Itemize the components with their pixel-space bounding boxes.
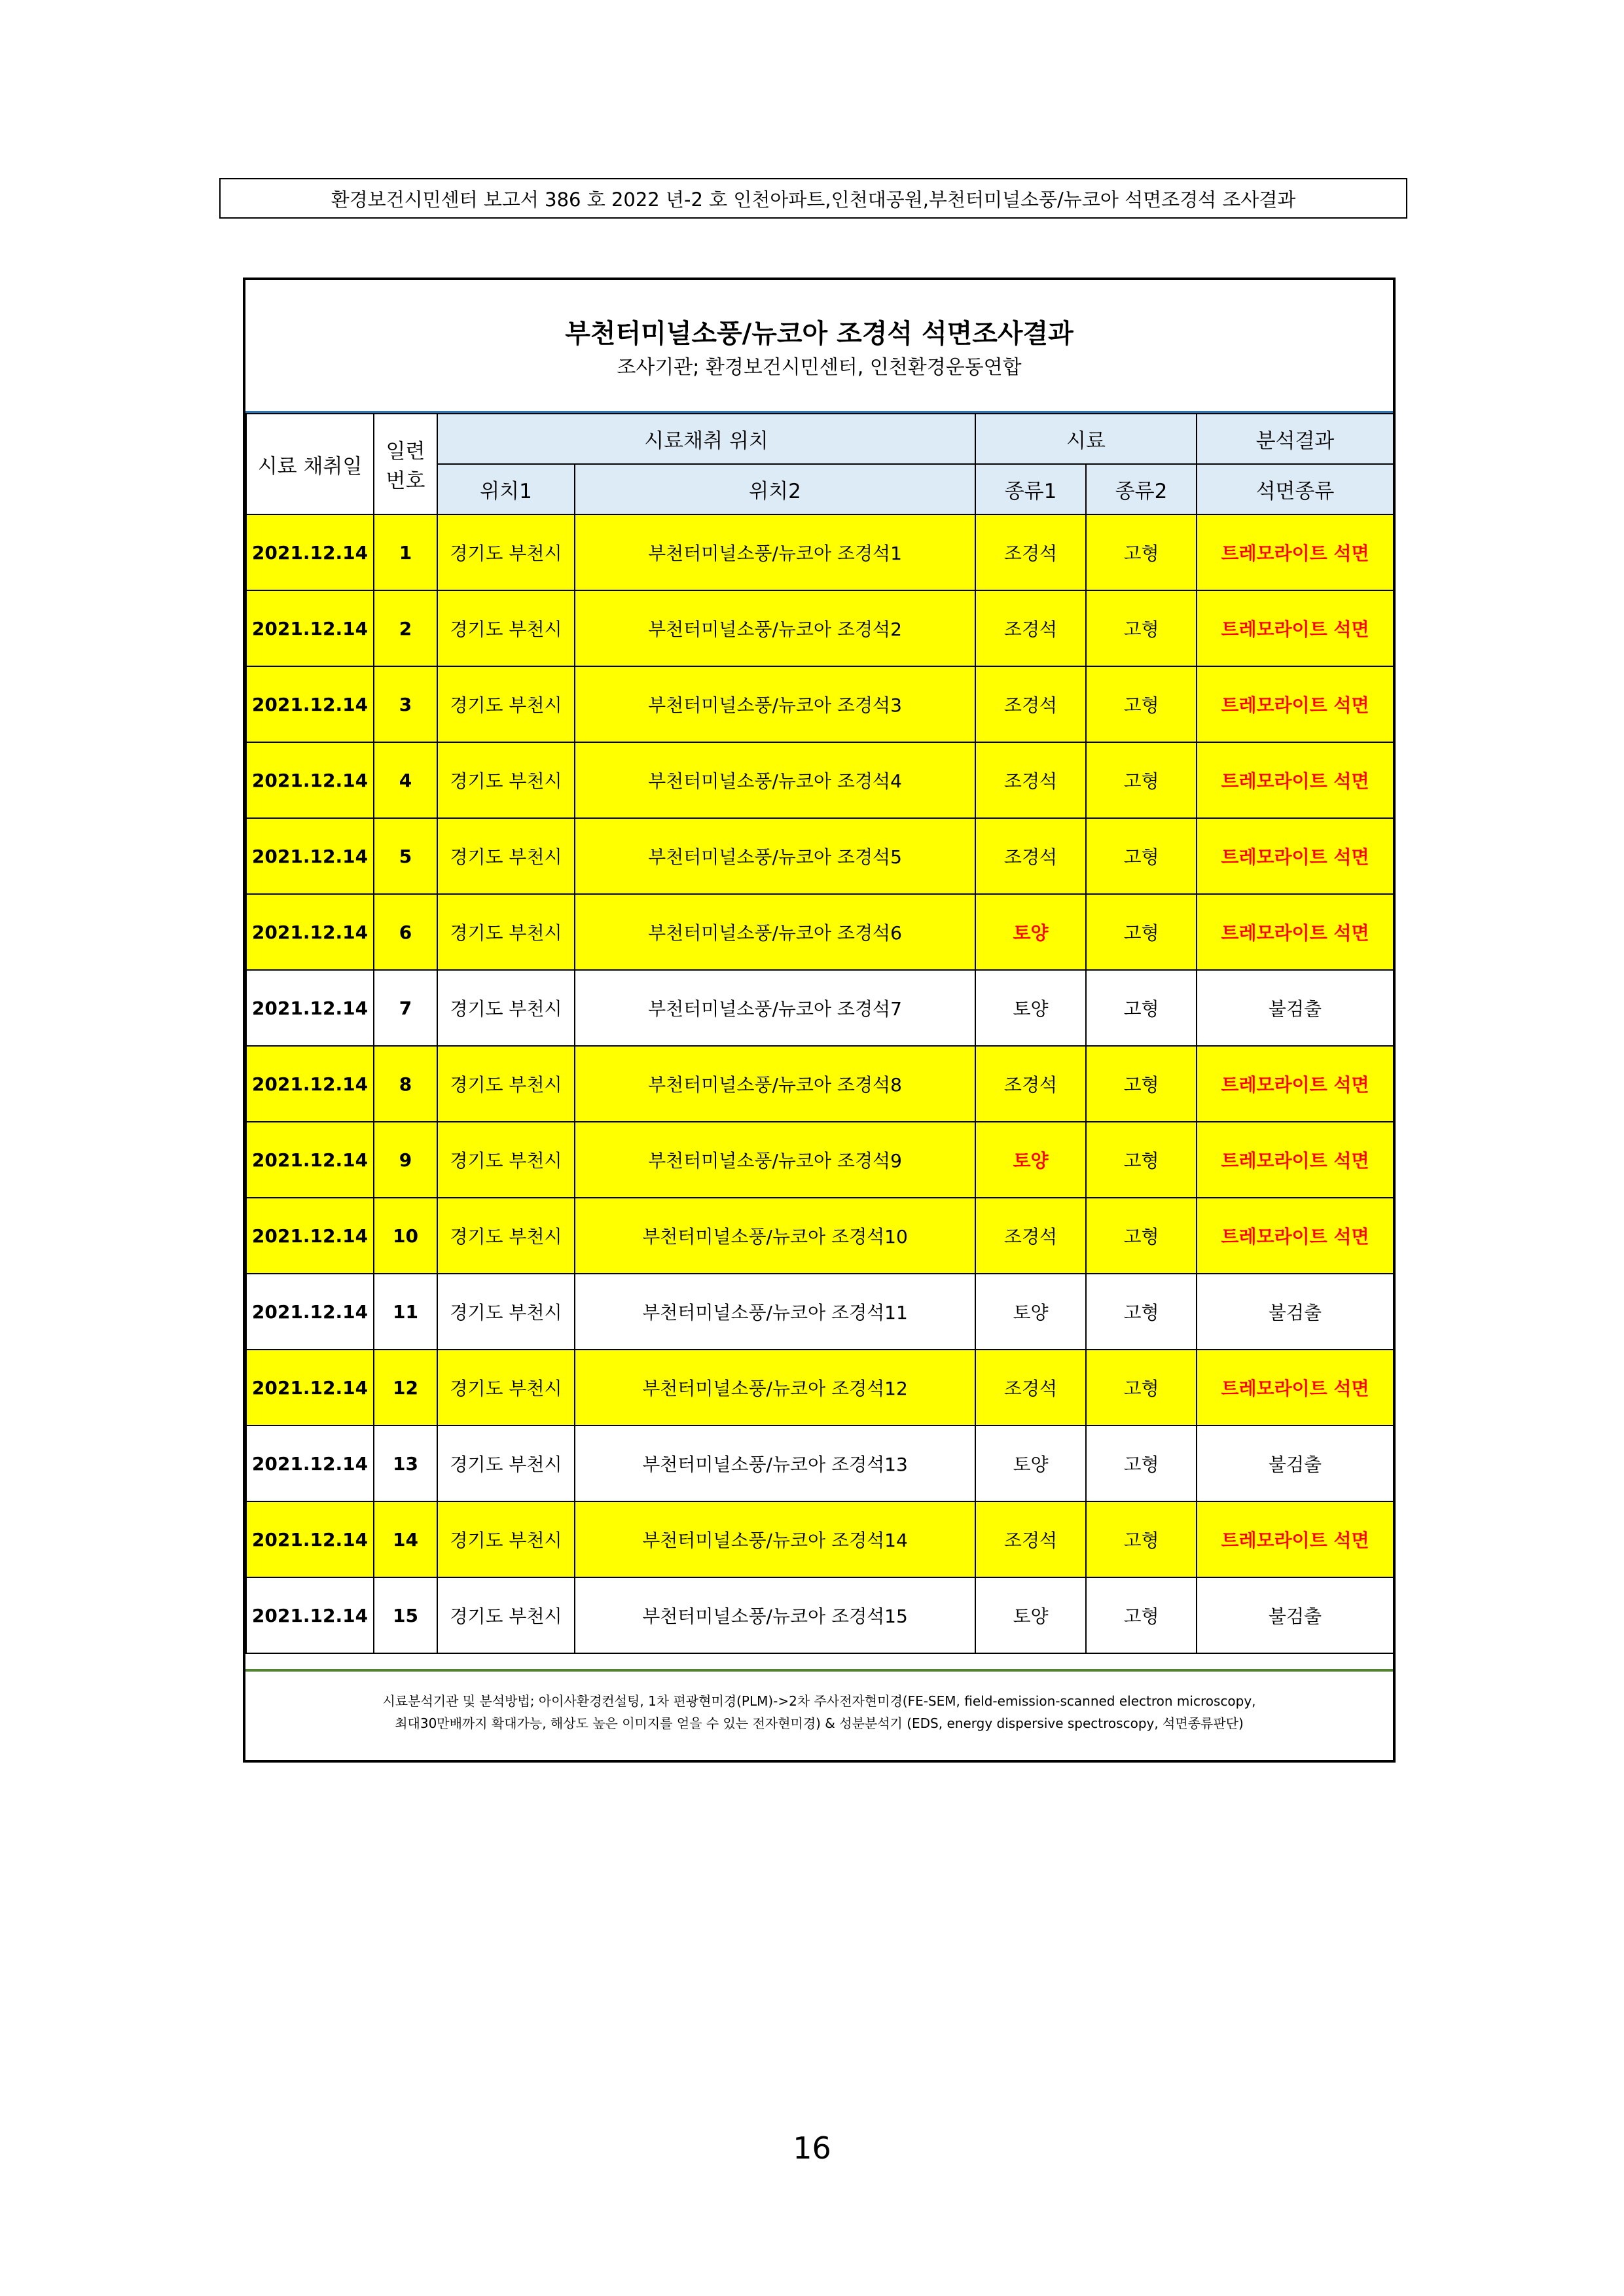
header-location2: 위치2 [575,464,975,514]
sample-type1-cell: 조경석 [975,1350,1086,1426]
header-serial-line2: 번호 [386,469,425,493]
serial-number-cell: 5 [374,818,437,894]
header-type1: 종류1 [975,464,1086,514]
sample-type1-cell: 조경석 [975,818,1086,894]
location1-cell: 경기도 부천시 [437,1198,575,1274]
location1-cell: 경기도 부천시 [437,1122,575,1198]
sample-date-cell: 2021.12.14 [246,1122,374,1198]
sample-type1-cell: 토양 [975,1577,1086,1653]
sample-date-cell: 2021.12.14 [246,514,374,590]
location1-cell: 경기도 부천시 [437,1501,575,1577]
location2-cell: 부천터미널소풍/뉴코아 조경석11 [575,1274,975,1350]
location2-cell: 부천터미널소풍/뉴코아 조경석10 [575,1198,975,1274]
sample-date-cell: 2021.12.14 [246,590,374,666]
location2-cell: 부천터미널소풍/뉴코아 조경석3 [575,666,975,742]
table-row [246,818,1394,894]
page-number: 16 [793,2130,831,2166]
sample-type1-cell: 조경석 [975,1198,1086,1274]
table-row [246,666,1394,742]
serial-number-cell: 4 [374,742,437,818]
location1-cell: 경기도 부천시 [437,1426,575,1501]
location1-cell: 경기도 부천시 [437,1350,575,1426]
location1-cell: 경기도 부천시 [437,818,575,894]
results-table [245,413,1394,1654]
asbestos-type-cell: 트레모라이트 석면 [1197,1046,1394,1122]
sample-type2-cell: 고형 [1086,1198,1197,1274]
location1-cell: 경기도 부천시 [437,1046,575,1122]
sample-type2-cell: 고형 [1086,1426,1197,1501]
table-row [246,1350,1394,1426]
sample-type2-cell: 고형 [1086,1350,1197,1426]
sample-type1-cell: 토양 [975,1274,1086,1350]
table-row [246,1122,1394,1198]
location1-cell: 경기도 부천시 [437,666,575,742]
header-location1: 위치1 [437,464,575,514]
report-subtitle: 조사기관; 환경보건시민센터, 인천환경운동연합 [617,356,1022,379]
header-serial [374,414,437,514]
location2-cell: 부천터미널소풍/뉴코아 조경석12 [575,1350,975,1426]
serial-number-cell: 6 [374,894,437,970]
table-row [246,1426,1394,1501]
table-row [246,1577,1394,1653]
sample-type2-cell: 고형 [1086,514,1197,590]
table-row [246,1501,1394,1577]
asbestos-type-cell: 트레모라이트 석면 [1197,742,1394,818]
serial-number-cell: 9 [374,1122,437,1198]
sample-date-cell: 2021.12.14 [246,1577,374,1653]
sample-type2-cell: 고형 [1086,590,1197,666]
serial-number-cell: 12 [374,1350,437,1426]
header-serial-line1: 일련 [386,440,425,463]
sample-type2-cell: 고형 [1086,1577,1197,1653]
header-type2: 종류2 [1086,464,1197,514]
sample-date-cell: 2021.12.14 [246,666,374,742]
sample-type1-cell: 토양 [975,970,1086,1046]
sample-type2-cell: 고형 [1086,1274,1197,1350]
asbestos-type-cell: 불검출 [1197,1426,1394,1501]
sample-type1-cell: 조경석 [975,1501,1086,1577]
serial-number-cell: 8 [374,1046,437,1122]
report-title: 부천터미널소풍/뉴코아 조경석 석면조사결과 [565,319,1074,349]
sample-type2-cell: 고형 [1086,1122,1197,1198]
table-row [246,970,1394,1046]
asbestos-type-cell: 트레모라이트 석면 [1197,1198,1394,1274]
asbestos-type-cell: 불검출 [1197,970,1394,1046]
analysis-footnote [245,1669,1393,1760]
sample-date-cell: 2021.12.14 [246,894,374,970]
sample-type1-cell: 조경석 [975,590,1086,666]
location1-cell: 경기도 부천시 [437,742,575,818]
sample-date-cell: 2021.12.14 [246,1350,374,1426]
sample-date-cell: 2021.12.14 [246,1274,374,1350]
location2-cell: 부천터미널소풍/뉴코아 조경석13 [575,1426,975,1501]
location2-cell: 부천터미널소풍/뉴코아 조경석8 [575,1046,975,1122]
asbestos-type-cell: 트레모라이트 석면 [1197,894,1394,970]
table-row [246,742,1394,818]
report-table-frame [243,278,1396,1763]
footnote-line1: 시료분석기관 및 분석방법; 아이사환경컨설팅, 1차 편광현미경(PLM)->2차 주사전자현미경(FE-SEM, field-emission-scanned electron microscopy, [382,1693,1256,1709]
table-row [246,1046,1394,1122]
serial-number-cell: 7 [374,970,437,1046]
sample-date-cell: 2021.12.14 [246,742,374,818]
sample-type1-cell: 토양 [975,1122,1086,1198]
sample-date-cell: 2021.12.14 [246,970,374,1046]
asbestos-type-cell: 불검출 [1197,1274,1394,1350]
report-title-area [245,280,1393,413]
header-sample-group: 시료 [975,414,1197,464]
table-row [246,514,1394,590]
sample-type2-cell: 고형 [1086,1501,1197,1577]
serial-number-cell: 14 [374,1501,437,1577]
serial-number-cell: 1 [374,514,437,590]
location1-cell: 경기도 부천시 [437,1577,575,1653]
footnote-line2: 최대30만배까지 확대가능, 해상도 높은 이미지를 얻을 수 있는 전자현미경) & 성분분석기 (EDS, energy dispersive spectroscopy, 석면종류판단) [395,1715,1244,1731]
asbestos-type-cell: 트레모라이트 석면 [1197,1501,1394,1577]
location2-cell: 부천터미널소풍/뉴코아 조경석2 [575,590,975,666]
sample-type2-cell: 고형 [1086,666,1197,742]
results-table-body [246,514,1394,1653]
asbestos-type-cell: 트레모라이트 석면 [1197,666,1394,742]
table-row [246,1274,1394,1350]
location2-cell: 부천터미널소풍/뉴코아 조경석15 [575,1577,975,1653]
sample-date-cell: 2021.12.14 [246,818,374,894]
header-date: 시료 채취일 [246,414,374,514]
sample-type2-cell: 고형 [1086,894,1197,970]
sample-type1-cell: 토양 [975,894,1086,970]
location2-cell: 부천터미널소풍/뉴코아 조경석9 [575,1122,975,1198]
sample-type1-cell: 조경석 [975,514,1086,590]
asbestos-type-cell: 트레모라이트 석면 [1197,590,1394,666]
header-asbestos-type: 석면종류 [1197,464,1394,514]
sample-type2-cell: 고형 [1086,1046,1197,1122]
sample-type1-cell: 조경석 [975,742,1086,818]
location1-cell: 경기도 부천시 [437,1274,575,1350]
header-result-group: 분석결과 [1197,414,1394,464]
sample-date-cell: 2021.12.14 [246,1046,374,1122]
sample-type1-cell: 조경석 [975,1046,1086,1122]
asbestos-type-cell: 트레모라이트 석면 [1197,1350,1394,1426]
location2-cell: 부천터미널소풍/뉴코아 조경석14 [575,1501,975,1577]
sample-date-cell: 2021.12.14 [246,1426,374,1501]
asbestos-type-cell: 불검출 [1197,1577,1394,1653]
asbestos-type-cell: 트레모라이트 석면 [1197,1122,1394,1198]
sample-type2-cell: 고형 [1086,818,1197,894]
serial-number-cell: 11 [374,1274,437,1350]
table-row [246,590,1394,666]
location2-cell: 부천터미널소풍/뉴코아 조경석5 [575,818,975,894]
location1-cell: 경기도 부천시 [437,590,575,666]
sample-type1-cell: 토양 [975,1426,1086,1501]
location1-cell: 경기도 부천시 [437,894,575,970]
serial-number-cell: 2 [374,590,437,666]
asbestos-type-cell: 트레모라이트 석면 [1197,514,1394,590]
header-row-top [246,414,1394,464]
sample-date-cell: 2021.12.14 [246,1501,374,1577]
serial-number-cell: 3 [374,666,437,742]
location2-cell: 부천터미널소풍/뉴코아 조경석7 [575,970,975,1046]
page-header: 환경보건시민센터 보고서 386 호 2022 년-2 호 인천아파트,인천대공원,부천터미널소풍/뉴코아 석면조경석 조사결과 [219,178,1407,219]
location2-cell: 부천터미널소풍/뉴코아 조경석1 [575,514,975,590]
location1-cell: 경기도 부천시 [437,514,575,590]
sample-type2-cell: 고형 [1086,742,1197,818]
sample-date-cell: 2021.12.14 [246,1198,374,1274]
asbestos-type-cell: 트레모라이트 석면 [1197,818,1394,894]
location2-cell: 부천터미널소풍/뉴코아 조경석6 [575,894,975,970]
header-location-group: 시료채취 위치 [437,414,975,464]
serial-number-cell: 10 [374,1198,437,1274]
table-row [246,1198,1394,1274]
table-row [246,894,1394,970]
sample-type2-cell: 고형 [1086,970,1197,1046]
serial-number-cell: 13 [374,1426,437,1501]
location2-cell: 부천터미널소풍/뉴코아 조경석4 [575,742,975,818]
sample-type1-cell: 조경석 [975,666,1086,742]
location1-cell: 경기도 부천시 [437,970,575,1046]
serial-number-cell: 15 [374,1577,437,1653]
